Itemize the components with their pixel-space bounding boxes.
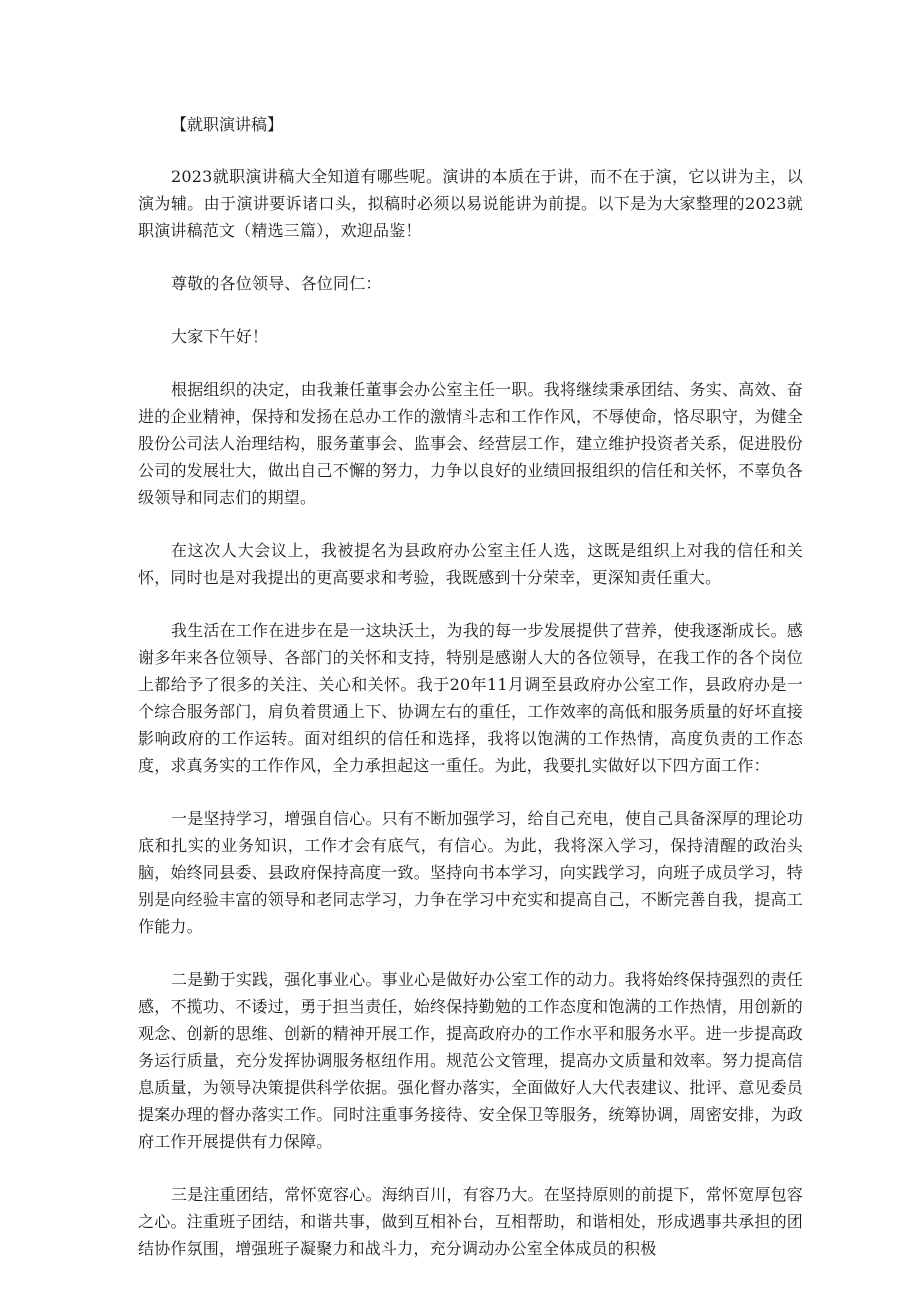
document-heading: 【就职演讲稿】 [171,115,284,134]
body-paragraph: 二是勤于实践，强化事业心。事业心是做好办公室工作的动力。我将始终保持强烈的责任感，不揽功、不诿过，勇于担当责任，始终保持勤勉的工作态度和饱满的工作热情，用创新的观念、创新的思维、创新的精神开展工作，提高政府办的工作水平和服务水平。进一步提高政务运行质量，充分发挥协调服务枢纽作用。规范公文管理，提高办文质量和效率。努力提高信息质量，为领导决策提供科学依据。强化督办落实，全面做好人大代表建议、批评、意见委员提案办理的督办落实工作。同时注重事务接待、安全保卫等服务，统筹协调，周密安排，为政府工作开展提供有力保障。 [138,970,803,1151]
body-paragraph: 根据组织的决定，由我兼任董事会办公室主任一职。我将继续秉承团结、务实、高效、奋进的企业精神，保持和发扬在总办工作的激情斗志和工作作风，不辱使命，恪尽职守，为健全股份公司法人治理结构，服务董事会、监事会、经营层工作，建立维护投资者关系，促进股份公司的发展壮大，做出自己不懈的努力，力争以良好的业绩回报组织的信任和关怀，不辜负各级领导和同志们的期望。 [138,380,803,507]
document-page [138,112,803,1288]
body-paragraph: 在这次人大会议上，我被提名为县政府办公室主任人选，这既是组织上对我的信任和关怀，同时也是对我提出的更高要求和考验，我既感到十分荣幸，更深知责任重大。 [138,541,803,587]
salutation: 尊敬的各位领导、各位同仁： [171,274,382,293]
body-paragraph: 三是注重团结，常怀宽容心。海纳百川，有容乃大。在坚持原则的前提下，常怀宽厚包容之心。注重班子团结，和谐共事，做到互相补台，互相帮助，和谐相处，形成遇事共承担的团结协作氛围，增强班子凝聚力和战斗力，充分调动办公室全体成员的积极 [138,1185,803,1258]
intro-paragraph: 2023就职演讲稿大全知道有哪些呢。演讲的本质在于讲，而不在于演，它以讲为主，以演为辅。由于演讲要诉诸口头，拟稿时必须以易说能讲为前提。以下是为大家整理的2023就职演讲稿范文（精选三篇），欢迎品鉴！ [138,167,803,240]
body-paragraph: 我生活在工作在进步在是一这块沃土，为我的每一步发展提供了营养，使我逐渐成长。感谢多年来各位领导、各部门的关怀和支持，特别是感谢人大的各位领导，在我工作的各个岗位上都给予了很多的关注、关心和关怀。我于20年11月调至县政府办公室工作，县政府办是一个综合服务部门，肩负着贯通上下、协调左右的重任，工作效率的高低和服务质量的好坏直接影响政府的工作运转。面对组织的信任和选择，我将以饱满的工作热情，高度负责的工作态度，求真务实的工作作风，全力承担起这一重任。为此，我要扎实做好以下四方面工作： [138,621,803,775]
body-paragraph: 一是坚持学习，增强自信心。只有不断加强学习，给自己充电，使自己具备深厚的理论功底和扎实的业务知识，工作才会有底气，有信心。为此，我将深入学习，保持清醒的政治头脑，始终同县委、县政府保持高度一致。坚持向书本学习，向实践学习，向班子成员学习，特别是向经验丰富的领导和老同志学习，力争在学习中充实和提高自己，不断完善自我，提高工作能力。 [138,809,803,936]
greeting: 大家下午好！ [171,327,269,346]
